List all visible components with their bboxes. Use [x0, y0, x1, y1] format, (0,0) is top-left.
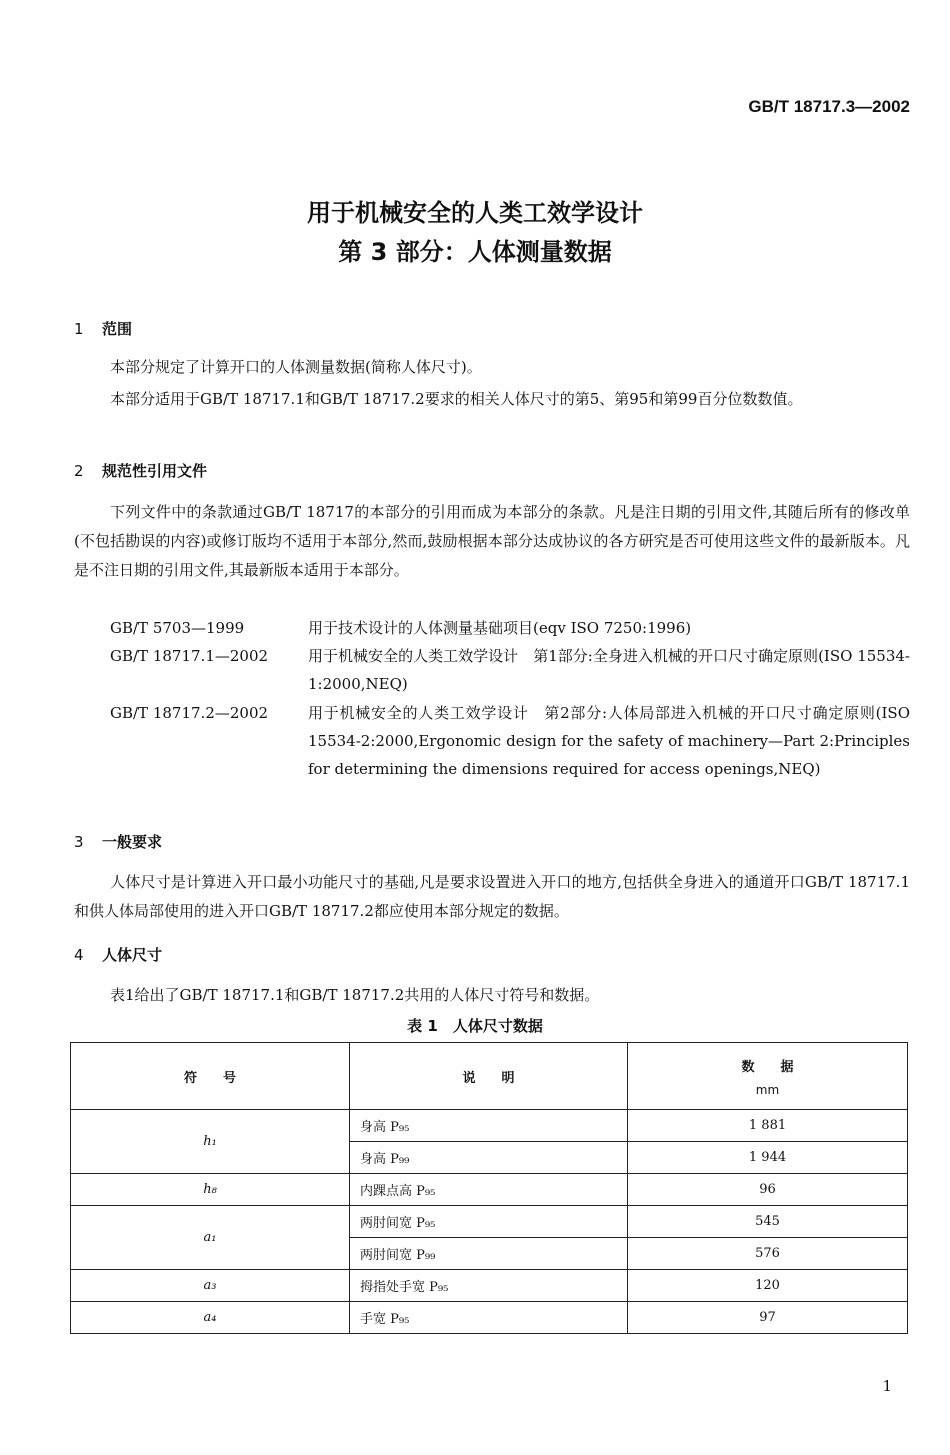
- section-2-paragraph-1: 下列文件中的条款通过GB/T 18717的本部分的引用而成为本部分的条款。凡是注日期的引用文件,其随后所有的修改单(不包括勘误的内容)或修订版均不适用于本部分,然而,鼓励根据本部分达成协议的各方研究是否可使用这些文件的最新版本。凡是不注日期的引用文件,其最新版本适用于本部分。: [74, 503, 910, 579]
- header-unit: mm: [755, 1082, 780, 1097]
- table-header-row: [71, 1043, 908, 1110]
- symbol-cell: a₄: [71, 1302, 350, 1334]
- table-row: [71, 1302, 908, 1334]
- section-title: 范围: [102, 320, 133, 338]
- value-cell: 96: [628, 1174, 908, 1206]
- table-row: [71, 1174, 908, 1206]
- reference-code: GB/T 18717.2—2002: [110, 704, 269, 722]
- section-1-paragraph-2: 本部分适用于GB/T 18717.1和GB/T 18717.2要求的相关人体尺寸的第5、第95和第99百分位数数值。: [110, 390, 803, 408]
- header-data-label: 数 据: [741, 1059, 794, 1075]
- section-3-heading: [74, 831, 162, 852]
- section-number: 2: [74, 462, 84, 480]
- value-cell: 1 944: [628, 1142, 908, 1174]
- section-title: 一般要求: [102, 833, 163, 851]
- section-title: 人体尺寸: [102, 946, 163, 964]
- table-row: [71, 1206, 908, 1238]
- section-1-heading: [74, 318, 132, 339]
- standard-code: GB/T 18717.3—2002: [748, 97, 910, 116]
- table-row: [71, 1110, 908, 1142]
- section-3-paragraph-1: 人体尺寸是计算进入开口最小功能尺寸的基础,凡是要求设置进入开口的地方,包括供全身进入的通道开口GB/T 18717.1和供人体局部使用的进入开口GB/T 18717.2都应使用本部分规定的数据。: [74, 873, 910, 920]
- reference-item: [110, 642, 910, 698]
- section-4-paragraph-1: 表1给出了GB/T 18717.1和GB/T 18717.2共用的人体尺寸符号和数据。: [110, 986, 600, 1004]
- value-cell: 576: [628, 1238, 908, 1270]
- symbol-cell: a₁: [71, 1206, 350, 1270]
- header-data: [628, 1043, 908, 1110]
- section-4-heading: [74, 944, 162, 965]
- description-cell: 内踝点高 P₉₅: [350, 1174, 628, 1206]
- table-row: [71, 1270, 908, 1302]
- reference-code: GB/T 5703—1999: [110, 619, 245, 637]
- reference-code: GB/T 18717.1—2002: [110, 647, 269, 665]
- reference-description: 用于机械安全的人类工效学设计 第1部分:全身进入机械的开口尺寸确定原则(ISO 15534-1:2000,NEQ): [308, 647, 910, 693]
- value-cell: 545: [628, 1206, 908, 1238]
- description-cell: 身高 P₉₅: [350, 1110, 628, 1142]
- reference-item: [110, 699, 910, 783]
- anthropometric-data-table: [70, 1042, 908, 1334]
- section-1-paragraph-1: 本部分规定了计算开口的人体测量数据(简称人体尺寸)。: [110, 358, 482, 376]
- document-subtitle: 第 3 部分：人体测量数据: [338, 238, 612, 266]
- section-title: 规范性引用文件: [102, 462, 208, 480]
- reference-description: 用于技术设计的人体测量基础项目(eqv ISO 7250:1996): [308, 619, 692, 637]
- value-cell: 97: [628, 1302, 908, 1334]
- description-cell: 身高 P₉₉: [350, 1142, 628, 1174]
- section-number: 1: [74, 320, 84, 338]
- section-number: 4: [74, 946, 84, 964]
- reference-item: [110, 614, 910, 642]
- symbol-cell: a₃: [71, 1270, 350, 1302]
- description-cell: 两肘间宽 P₉₅: [350, 1206, 628, 1238]
- description-cell: 拇指处手宽 P₉₅: [350, 1270, 628, 1302]
- reference-description: 用于机械安全的人类工效学设计 第2部分:人体局部进入机械的开口尺寸确定原则(ISO 15534-2:2000,Ergonomic design for the safety of machinery—Part 2:Principles for determining the dimensions required for access openings,NEQ): [308, 704, 910, 778]
- section-number: 3: [74, 833, 84, 851]
- table-caption: 表 1 人体尺寸数据: [407, 1017, 543, 1035]
- value-cell: 1 881: [628, 1110, 908, 1142]
- header-description: 说 明: [350, 1043, 628, 1110]
- symbol-cell: h₁: [71, 1110, 350, 1174]
- header-symbol: 符 号: [71, 1043, 350, 1110]
- description-cell: 两肘间宽 P₉₉: [350, 1238, 628, 1270]
- symbol-cell: h₈: [71, 1174, 350, 1206]
- document-title: 用于机械安全的人类工效学设计: [307, 199, 643, 227]
- value-cell: 120: [628, 1270, 908, 1302]
- description-cell: 手宽 P₉₅: [350, 1302, 628, 1334]
- page-number: 1: [882, 1377, 892, 1395]
- section-2-heading: [74, 460, 207, 481]
